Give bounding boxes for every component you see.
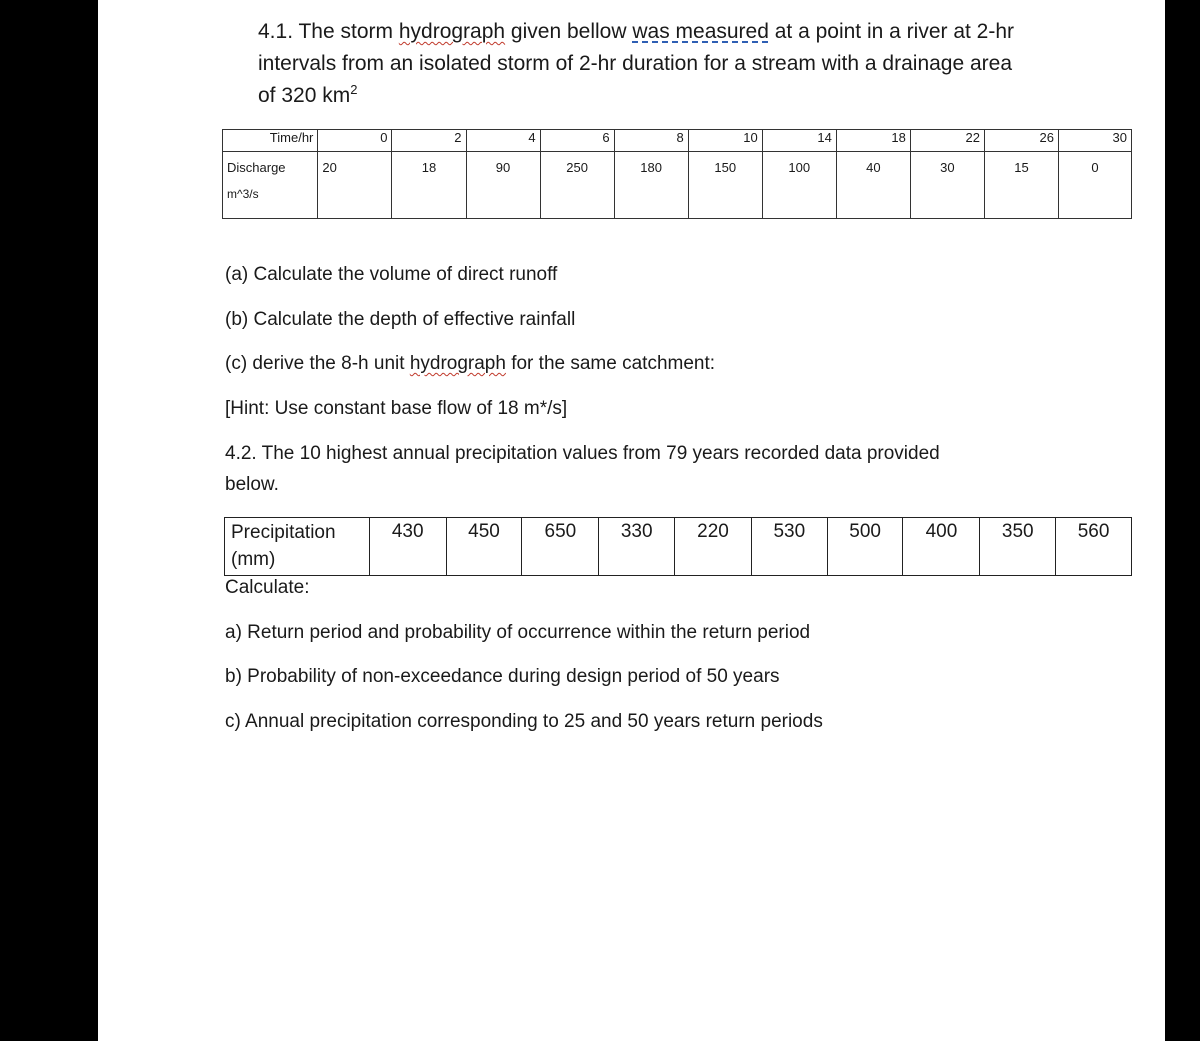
time-cell: 26 bbox=[984, 130, 1058, 152]
hint-text: [Hint: Use constant base flow of 18 m*/s] bbox=[225, 398, 568, 419]
part-42-c: c) Annual precipitation corresponding to 25 and 50 years return periods bbox=[225, 711, 823, 732]
q41-was-measured: was measured bbox=[632, 20, 769, 43]
precipitation-label-cell bbox=[225, 518, 370, 576]
precipitation-label: Precipitation bbox=[231, 522, 336, 543]
q41-text: at a point in a river at 2-hr bbox=[768, 20, 1015, 43]
document-page bbox=[98, 0, 1165, 1041]
time-cell: 8 bbox=[614, 130, 688, 152]
discharge-cell: 20 bbox=[318, 152, 392, 219]
precipitation-cell: 350 bbox=[980, 518, 1056, 576]
precipitation-cell: 650 bbox=[522, 518, 599, 576]
precipitation-cell: 530 bbox=[751, 518, 827, 576]
time-cell: 2 bbox=[392, 130, 466, 152]
time-cell: 22 bbox=[910, 130, 984, 152]
part-41-c-text: for the same catchment: bbox=[505, 353, 716, 374]
part-41-c-text: (c) derive the 8-h unit bbox=[225, 353, 410, 374]
precipitation-cell: 220 bbox=[675, 518, 752, 576]
precipitation-units: (mm) bbox=[231, 549, 276, 570]
hydrograph-table bbox=[222, 129, 1132, 219]
time-cell: 14 bbox=[762, 130, 836, 152]
q41-line2: intervals from an isolated storm of 2-hr duration for a stream with a drainage area bbox=[258, 52, 1013, 75]
discharge-cell: 40 bbox=[836, 152, 910, 219]
time-cell: 4 bbox=[466, 130, 540, 152]
discharge-cell: 30 bbox=[910, 152, 984, 219]
discharge-cell: 18 bbox=[392, 152, 466, 219]
q41-line3 bbox=[258, 80, 357, 112]
discharge-cell: 15 bbox=[984, 152, 1058, 219]
q41-area-superscript: 2 bbox=[350, 82, 358, 97]
time-cell: 18 bbox=[836, 130, 910, 152]
discharge-label-cell bbox=[223, 152, 318, 219]
q41-line1 bbox=[258, 16, 1014, 48]
time-cell: 10 bbox=[688, 130, 762, 152]
discharge-label: Discharge bbox=[227, 160, 286, 175]
discharge-cell: 100 bbox=[762, 152, 836, 219]
precipitation-cell: 500 bbox=[827, 518, 903, 576]
discharge-cell: 150 bbox=[688, 152, 762, 219]
discharge-cell: 180 bbox=[614, 152, 688, 219]
time-cell: 6 bbox=[540, 130, 614, 152]
q41-text: 4.1. The storm bbox=[258, 20, 399, 43]
precipitation-cell: 430 bbox=[369, 518, 446, 576]
hydrograph-discharge-row bbox=[223, 152, 1132, 219]
precipitation-row bbox=[225, 518, 1132, 576]
part-41-c bbox=[225, 353, 715, 375]
time-cell: 0 bbox=[318, 130, 392, 152]
q42-line1: 4.2. The 10 highest annual precipitation values from 79 years recorded data provided bbox=[225, 443, 940, 464]
precipitation-cell: 560 bbox=[1056, 518, 1132, 576]
precipitation-cell: 450 bbox=[446, 518, 522, 576]
time-label: Time/hr bbox=[223, 130, 318, 152]
q42-line2: below. bbox=[225, 474, 279, 495]
discharge-cell: 0 bbox=[1059, 152, 1132, 219]
time-cell: 30 bbox=[1059, 130, 1132, 152]
precipitation-cell: 400 bbox=[903, 518, 980, 576]
part-41-b: (b) Calculate the depth of effective rainfall bbox=[225, 309, 576, 330]
discharge-cell: 250 bbox=[540, 152, 614, 219]
discharge-units: m^3/s bbox=[227, 187, 259, 201]
q41-hydrograph-word: hydrograph bbox=[398, 20, 506, 43]
q41-text: given bellow bbox=[505, 20, 633, 43]
part-42-a: a) Return period and probability of occurrence within the return period bbox=[225, 622, 811, 643]
part-41-c-hydrograph-word: hydrograph bbox=[409, 353, 506, 374]
discharge-cell: 90 bbox=[466, 152, 540, 219]
part-41-a: (a) Calculate the volume of direct runoff bbox=[225, 264, 558, 285]
part-42-b: b) Probability of non-exceedance during design period of 50 years bbox=[225, 666, 780, 687]
calculate-label: Calculate: bbox=[225, 577, 310, 598]
precipitation-table bbox=[224, 517, 1132, 576]
precipitation-cell: 330 bbox=[599, 518, 675, 576]
hydrograph-time-row bbox=[223, 130, 1132, 152]
q41-area-text: of 320 km bbox=[258, 84, 351, 107]
